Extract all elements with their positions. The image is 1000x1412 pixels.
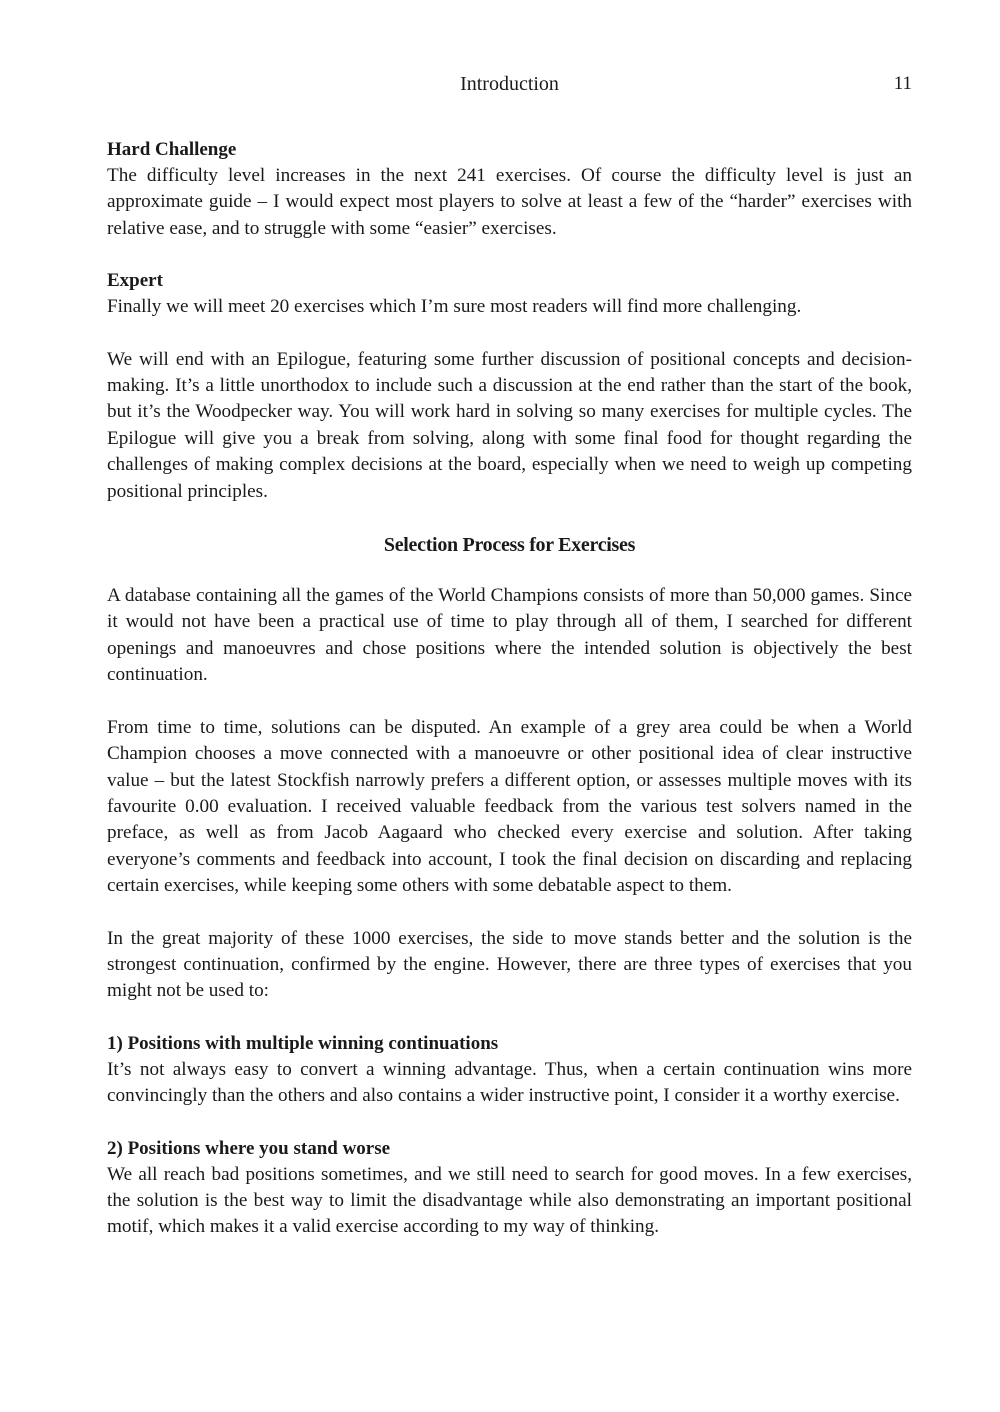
page-number: 11 [893, 73, 912, 94]
expert-heading: Expert [107, 270, 163, 292]
type-2-section [107, 1136, 912, 1241]
selection-paragraph-2: From time to time, solutions can be disputed. An example of a grey area could be when a World Champion chooses a move connected with a manoeuvre or other positional idea of clear instructive value – but the latest Stockfish narrowly prefers a different option, or assesses multiple moves with its favourite 0.00 evaluation. I received valuable feedback from the various test solvers named in the preface, as well as from Jacob Aagaard who checked every exercise and solution. After taking everyone’s comments and feedback into account, I took the final decision on discarding and replacing certain exercises, while keeping some others with some debatable aspect to them. [107, 716, 912, 897]
epilogue-paragraph: We will end with an Epilogue, featuring some further discussion of positional concepts and decision-making. It’s a little unorthodox to include such a discussion at the end rather than the start of the book, but it’s the Woodpecker way. You will work hard in solving so many exercises for multiple cycles. The Epilogue will give you a break from solving, along with some final food for thought regarding the challenges of making complex decisions at the board, especially when we need to weigh up competing positional principles. [107, 348, 912, 502]
hard-challenge-heading: Hard Challenge [107, 139, 237, 160]
hard-challenge-section [107, 137, 912, 242]
type-1-section [107, 1031, 912, 1110]
selection-paragraph-2-block [107, 715, 912, 900]
type-2-heading: 2) Positions where you stand worse [107, 1137, 391, 1159]
expert-paragraph: Finally we will meet 20 exercises which I’m sure most readers will find more challenging. [107, 296, 802, 318]
type-1-paragraph: It’s not always easy to convert a winning advantage. Thus, when a certain continuation wins more convincingly than the others and also contains a wider instructive point, I consider it a worthy exercise. [107, 1058, 912, 1107]
expert-section [107, 268, 912, 320]
selection-paragraph-1-block [107, 583, 912, 689]
selection-paragraph-1: A database containing all the games of the World Champions consists of more than 50,000 games. Since it would not have been a practical use of time to play through all of them, I searched for different openings and manoeuvres and chose positions where the intended solution is objectively the best continuation. [107, 585, 912, 686]
hard-challenge-paragraph: The difficulty level increases in the next 241 exercises. Of course the difficulty level is just an approximate guide – I would expect most players to solve at least a few of the “harder” exercises with relative ease, and to struggle with some “easier” exercises. [107, 165, 912, 239]
running-head [107, 70, 912, 98]
page-body [107, 137, 912, 1267]
selection-paragraph-3: In the great majority of these 1000 exercises, the side to move stands better and the solution is the strongest continuation, confirmed by the engine. However, there are three types of exercises that you might not be used to: [107, 927, 912, 1002]
running-title: Introduction [460, 73, 559, 95]
type-1-heading: 1) Positions with multiple winning continuations [107, 1032, 499, 1054]
epilogue-section [107, 347, 912, 505]
selection-section-title: Selection Process for Exercises [383, 534, 636, 557]
type-2-paragraph: We all reach bad positions sometimes, and we still need to search for good moves. In a few exercises, the solution is the best way to limit the disadvantage while also demonstrating an important positional motif, which makes it a valid exercise according to my way of thinking. [107, 1163, 912, 1238]
selection-paragraph-3-block [107, 926, 912, 1005]
